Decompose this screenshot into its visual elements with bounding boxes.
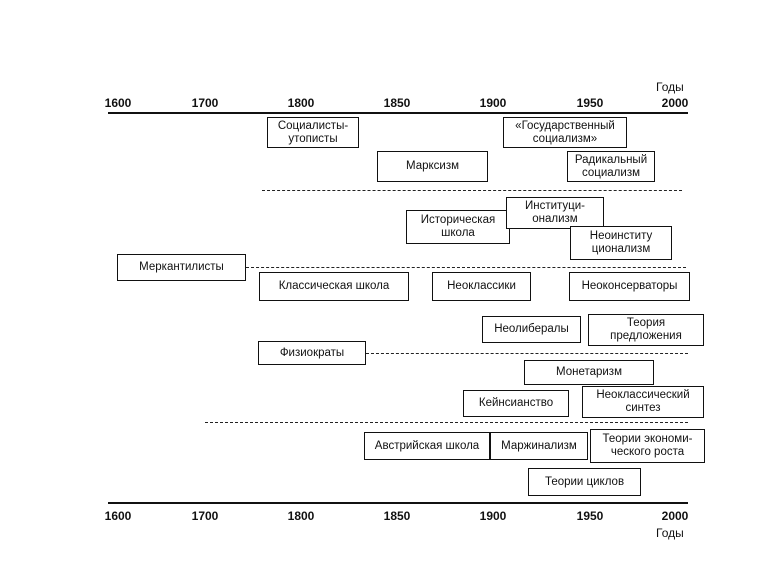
bottom-year-1950: 1950 — [576, 509, 604, 523]
school-institutionalism: Институци- онализм — [506, 197, 604, 229]
bottom-year-2000: 2000 — [661, 509, 689, 523]
separator-marginalist-group — [205, 422, 688, 423]
school-mercantilists: Меркантилисты — [117, 254, 246, 281]
school-austrian: Австрийская школа — [364, 432, 490, 460]
bottom-axis-title: Годы — [656, 526, 684, 540]
top-axis-line — [108, 112, 688, 114]
bottom-axis-line — [108, 502, 688, 504]
school-marxism: Марксизм — [377, 151, 488, 182]
school-cycle-theories: Теории циклов — [528, 468, 641, 496]
school-radical-socialism: Радикальный социализм — [567, 151, 655, 182]
school-marginalism: Маржинализм — [490, 432, 588, 460]
school-classical: Классическая школа — [259, 272, 409, 301]
bottom-year-1600: 1600 — [104, 509, 132, 523]
school-keynesianism: Кейнсианство — [463, 390, 569, 417]
top-year-1700: 1700 — [191, 96, 219, 110]
school-neoconservatives: Неоконсерваторы — [569, 272, 690, 301]
separator-mercantilists — [246, 267, 686, 268]
school-growth-theories: Теории экономи- ческого роста — [590, 429, 705, 463]
top-year-1800: 1800 — [287, 96, 315, 110]
top-axis-title: Годы — [656, 80, 684, 94]
top-year-1950: 1950 — [576, 96, 604, 110]
school-neoliberals: Неолибералы — [482, 316, 581, 343]
bottom-year-1800: 1800 — [287, 509, 315, 523]
separator-physiocrats — [366, 353, 688, 354]
top-year-1900: 1900 — [479, 96, 507, 110]
school-neoinstitutionalism: Неоинститу ционализм — [570, 226, 672, 260]
top-year-2000: 2000 — [661, 96, 689, 110]
school-physiocrats: Физиократы — [258, 341, 366, 365]
bottom-year-1900: 1900 — [479, 509, 507, 523]
school-monetarism: Монетаризм — [524, 360, 654, 385]
school-neoclassical-synthesis: Неоклассический синтез — [582, 386, 704, 418]
separator-socialist-group — [262, 190, 682, 191]
top-year-1850: 1850 — [383, 96, 411, 110]
school-historical: Историческая школа — [406, 210, 510, 244]
bottom-year-1850: 1850 — [383, 509, 411, 523]
school-supply-theory: Теория предложения — [588, 314, 704, 346]
school-neoclassics: Неоклассики — [432, 272, 531, 301]
school-socialists-utopists: Социалисты- утописты — [267, 117, 359, 148]
school-state-socialism: «Государственный социализм» — [503, 117, 627, 148]
top-year-1600: 1600 — [104, 96, 132, 110]
bottom-year-1700: 1700 — [191, 509, 219, 523]
